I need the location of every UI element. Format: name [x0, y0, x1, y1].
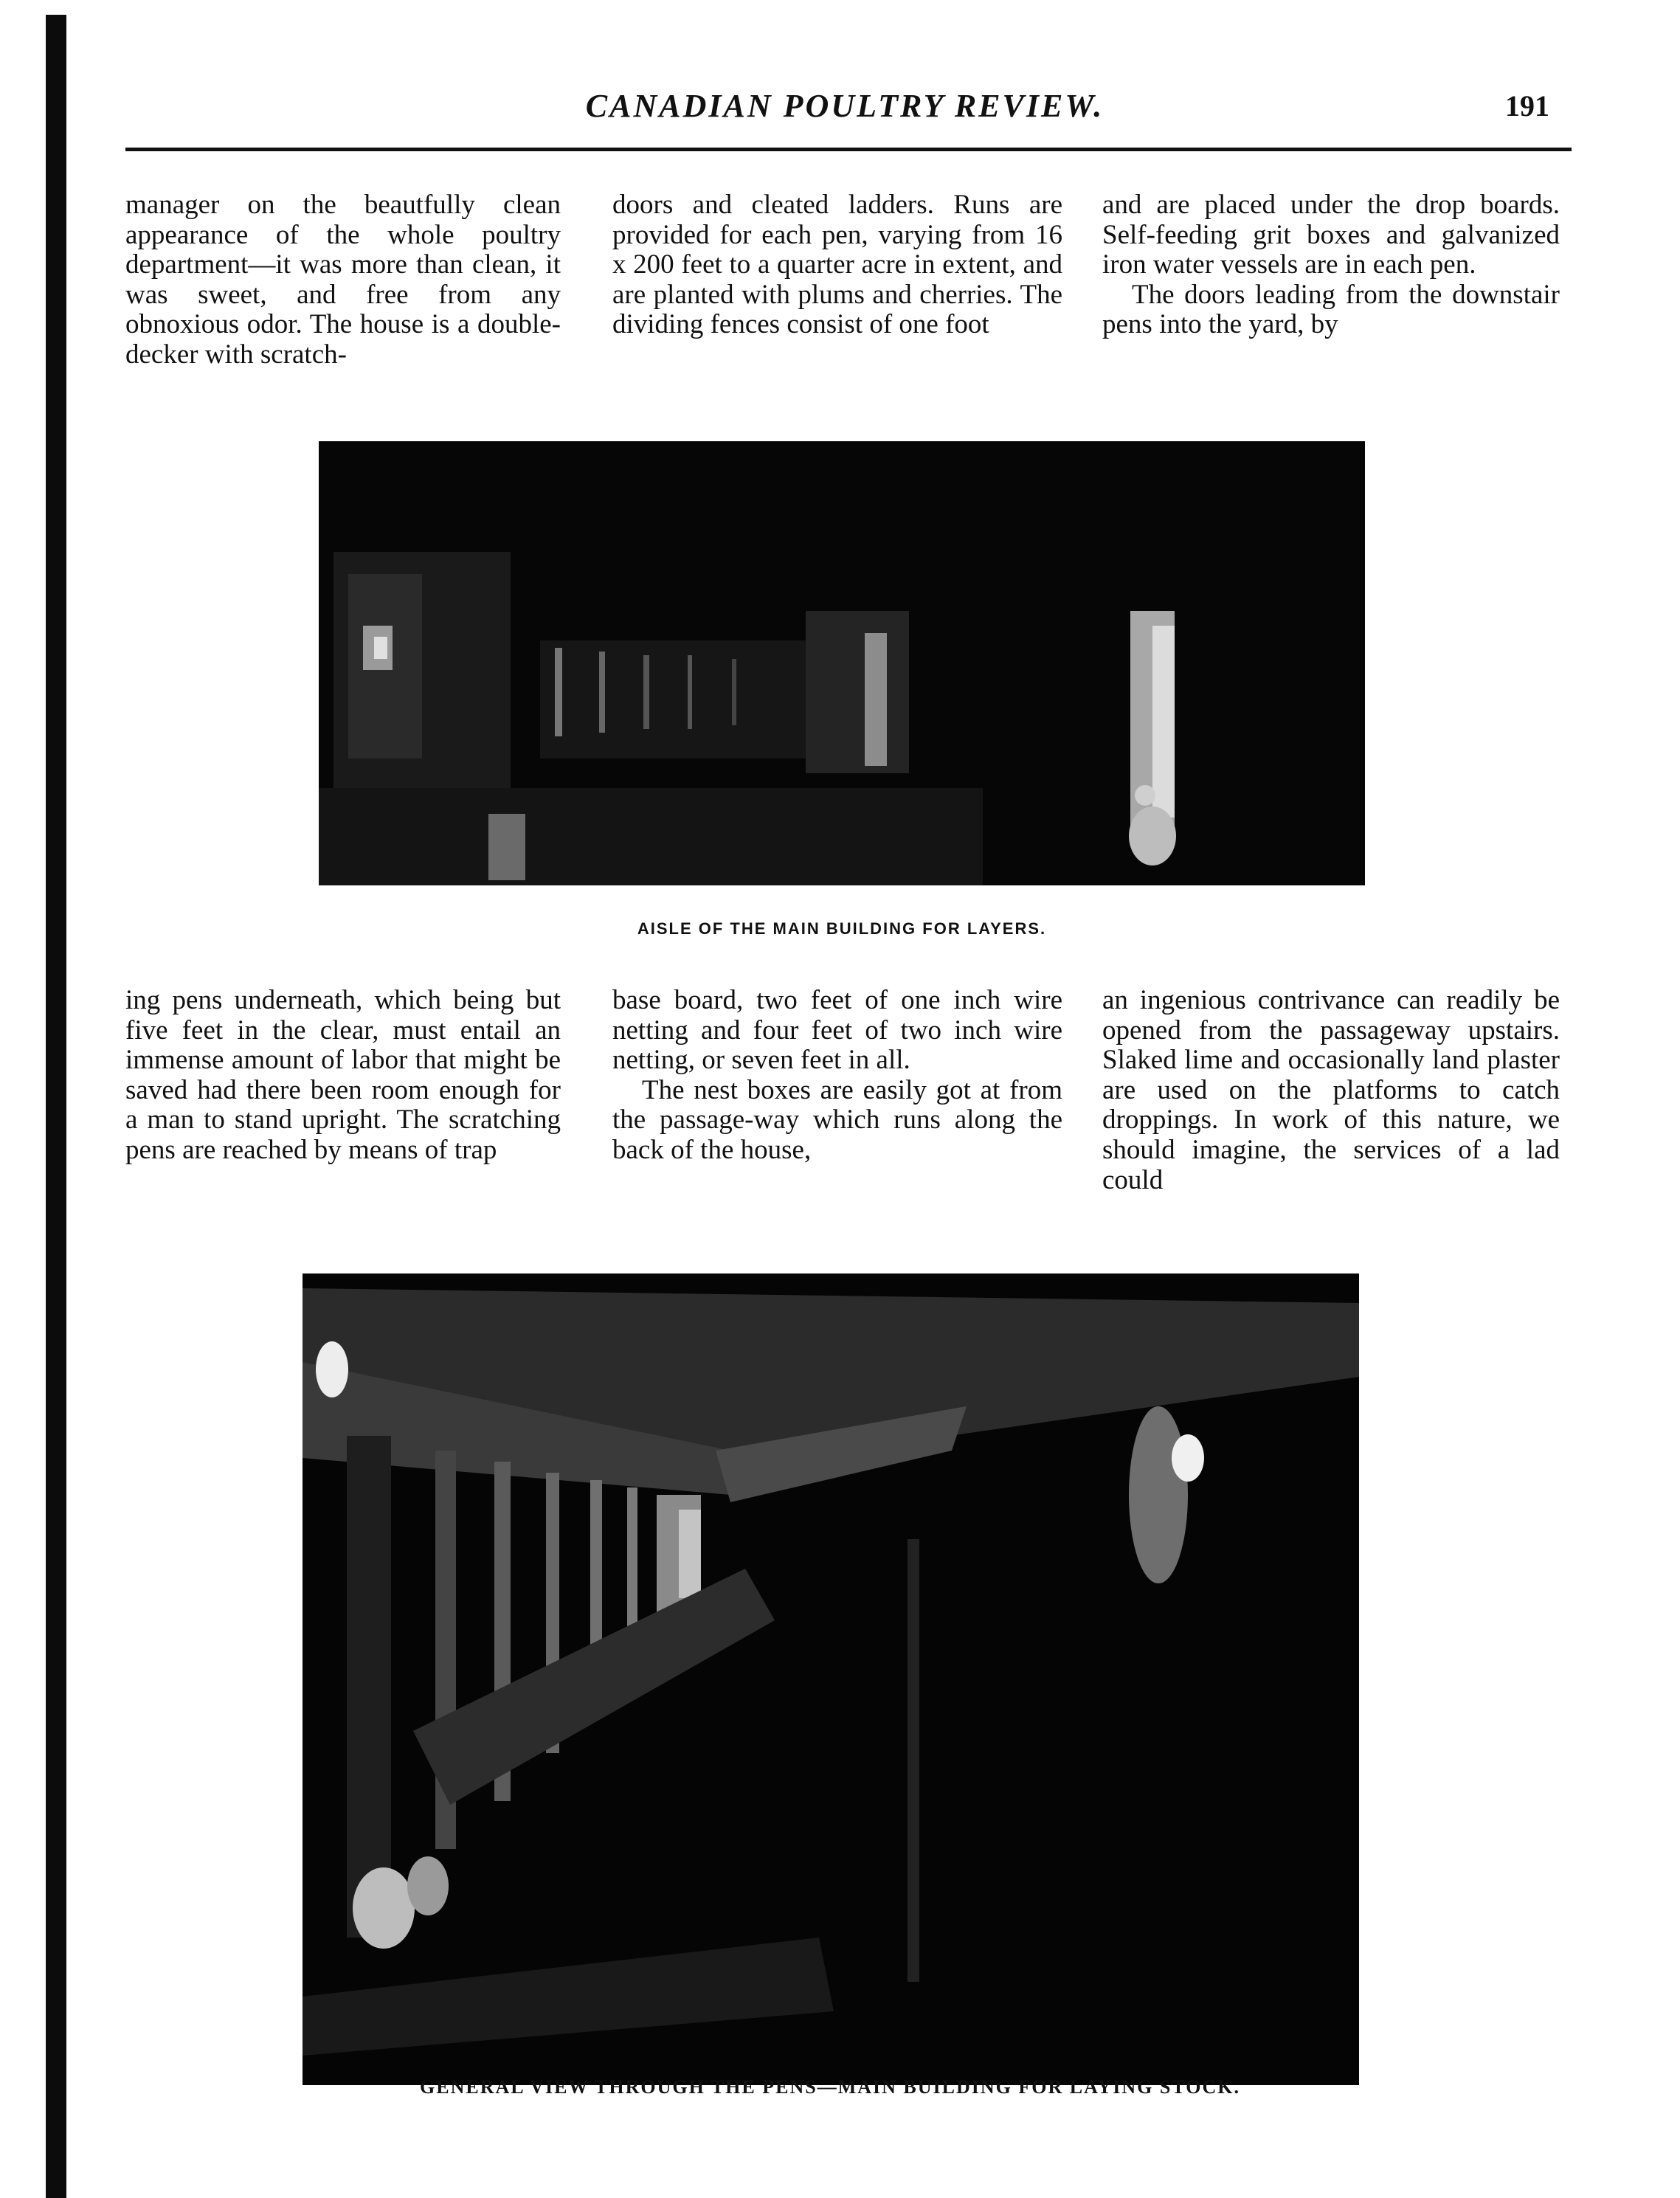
top-column-2 — [612, 190, 1062, 340]
figure-1-caption: AISLE OF THE MAIN BUILDING FOR LAYERS. — [637, 919, 1047, 938]
top-column-3 — [1102, 190, 1560, 340]
paragraph: doors and cleated ladders. Runs are provided for each pen, varying from 16 x 200 feet to a quarter acre in extent, and are planted with plums and cherries. The dividing fences consist of one foot — [612, 190, 1062, 340]
page-number: 191 — [1505, 89, 1549, 122]
scan-binding-edge — [46, 15, 66, 2198]
bottom-column-1 — [125, 986, 561, 1166]
paragraph: base board, two feet of one inch wire netting and four feet of two inch wire netting, or seven feet in all. — [612, 985, 1062, 1076]
page-header — [125, 80, 1564, 139]
journal-title: CANADIAN POULTRY REVIEW. — [585, 88, 1105, 124]
paragraph: an ingenious contrivance can readily be opened from the passageway upstairs. Slaked lime and occasionally land plaster are used on the platforms to catch droppings. In work of this nature, we should imagine, the services of a lad could — [1102, 985, 1560, 1195]
header-rule — [125, 148, 1572, 151]
paragraph: The nest boxes are easily got at from the passage-way which runs along the back of the house, — [612, 1074, 1062, 1165]
paragraph: The doors leading from the downstair pens into the yard, by — [1102, 279, 1560, 340]
top-column-1 — [125, 190, 561, 370]
figure-2-caption: GENERAL VIEW THROUGH THE PENS—MAIN BUILDING FOR LAYING STOCK. — [420, 2076, 1240, 2098]
paragraph: and are placed under the drop boards. Self-feeding grit boxes and galvanized iron water vessels are in each pen. — [1102, 190, 1560, 280]
paragraph: manager on the beautfully clean appearance of the whole poultry department—it was more than clean, it was sweet, and free from any obnoxious odor. The house is a double-decker with scratch- — [125, 190, 561, 370]
bottom-column-3 — [1102, 986, 1560, 1195]
photo-general-view-pens — [303, 1273, 1359, 2085]
photo-aisle-main-building — [319, 441, 1365, 885]
paragraph: ing pens underneath, which being but five feet in the clear, must entail an immense amount of labor that might be saved had there been room enough for a man to stand upright. The scratching pens are reached by means of trap — [125, 985, 561, 1165]
bottom-column-2 — [612, 986, 1062, 1166]
